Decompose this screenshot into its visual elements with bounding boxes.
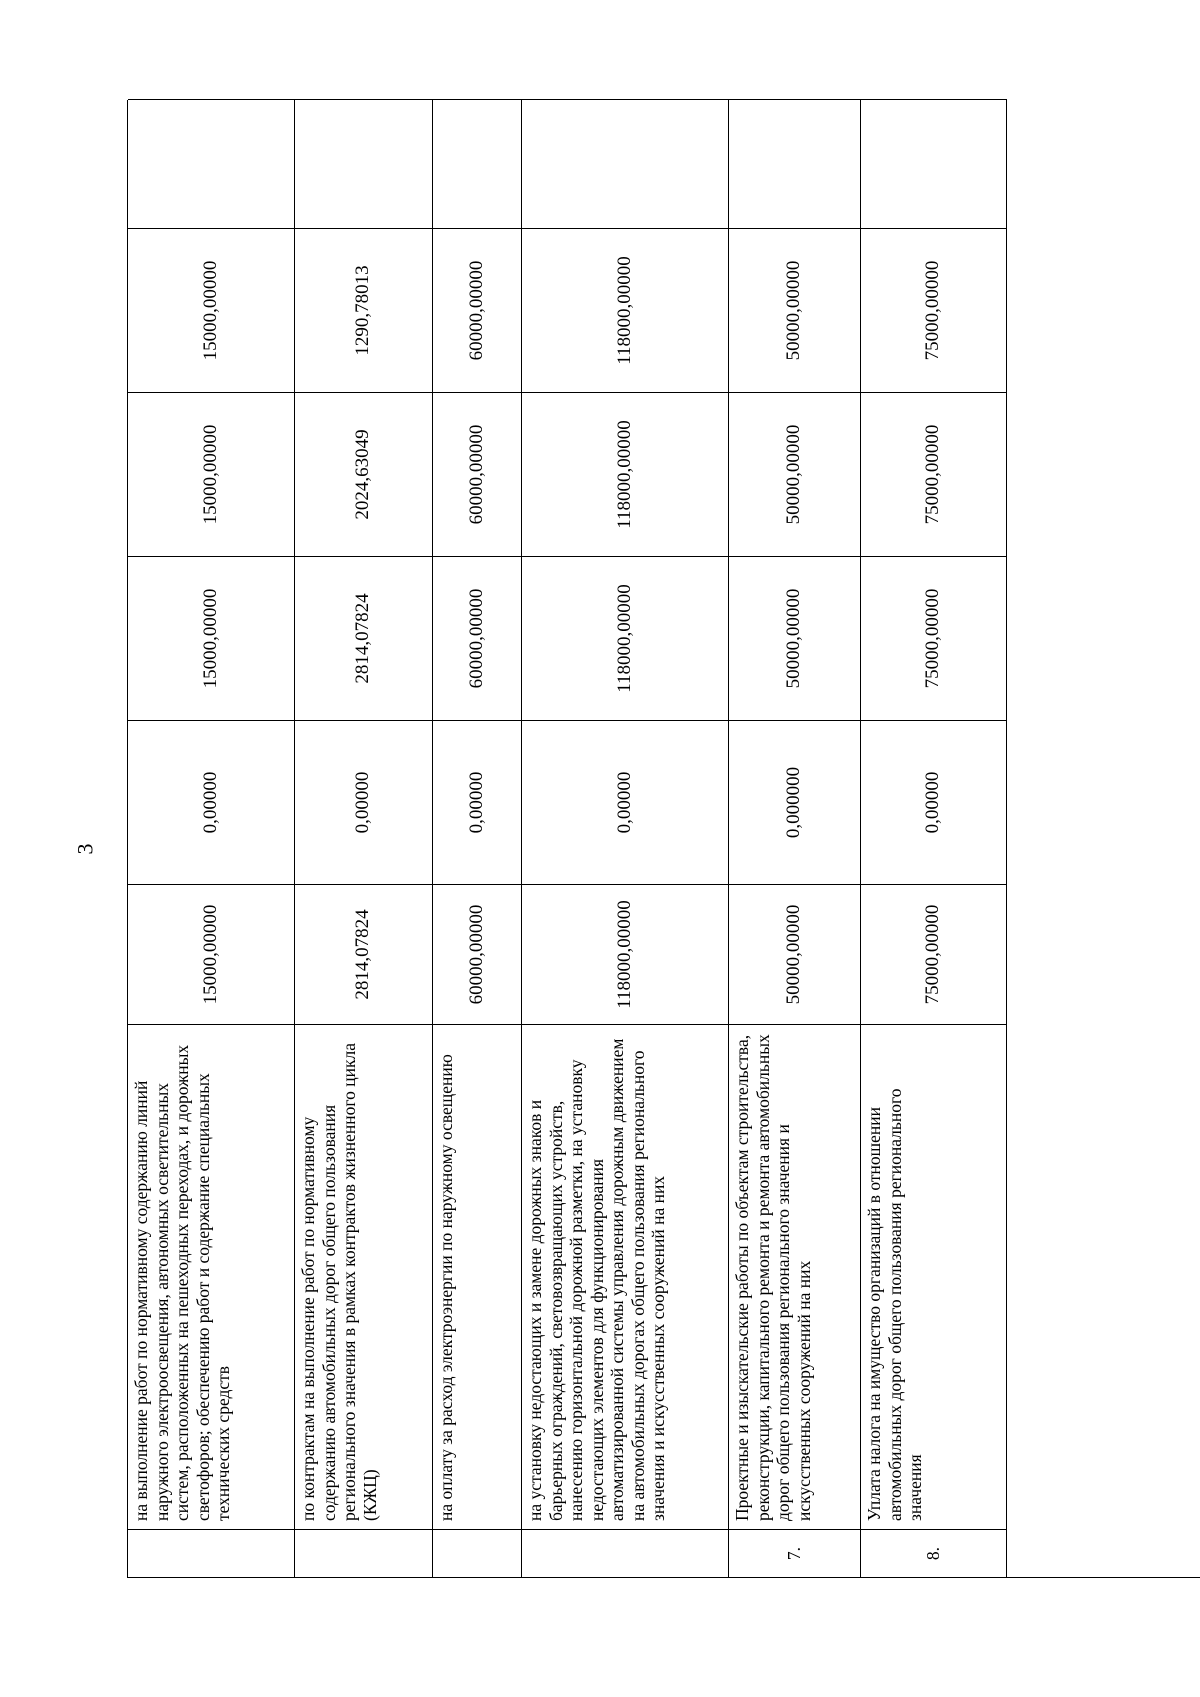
value-cell: 1290,78013	[295, 228, 433, 392]
page-number: 3	[72, 843, 98, 855]
value-cell: 0,00000	[128, 720, 295, 884]
row-number	[433, 1529, 522, 1577]
empty-cell	[729, 99, 861, 228]
value-cell: 60000,00000	[433, 228, 522, 392]
value-cell: 75000,00000	[861, 556, 1007, 720]
value-cell: 118000,00000	[522, 228, 729, 392]
value-cell: 15000,00000	[128, 556, 295, 720]
value-cell: 118000,00000	[522, 392, 729, 556]
value-cell: 0,00000	[295, 720, 433, 884]
row-description: на установку недостающих и замене дорожных знаков и барьерных ограждений, световозвращающих устройств, нанесению горизонтальной дорожной разметки, на установку недостающих элементов для функционирования автоматизированной системы управления дорожным движением на автомобильных дорогах общего пользования регионального значения и искусственных сооружений на них	[522, 1024, 729, 1529]
row-number	[128, 1529, 295, 1577]
value-cell: 0,00000	[433, 720, 522, 884]
value-cell: 0,00000	[522, 720, 729, 884]
empty-cell	[433, 99, 522, 228]
value-cell: 118000,00000	[522, 884, 729, 1024]
row-description: Уплата налога на имущество организаций в отношении автомобильных дорог общего пользования регионального значения	[861, 1024, 1007, 1529]
row-number: 8.	[861, 1529, 1007, 1577]
empty-cell	[522, 99, 729, 228]
row-description: Проектные и изыскательские работы по объектам строительства, реконструкции, капитального ремонта и ремонта автомобильных дорог общего пользования регионального значения и искусственных сооружений на них	[729, 1024, 861, 1529]
value-cell: 50000,00000	[729, 228, 861, 392]
value-cell: 50000,00000	[729, 884, 861, 1024]
value-cell: 50000,00000	[729, 556, 861, 720]
value-cell: 2814,07824	[295, 556, 433, 720]
budget-table	[127, 100, 1200, 1578]
row-number: 7.	[729, 1529, 861, 1577]
value-cell: 60000,00000	[433, 556, 522, 720]
row-number	[522, 1529, 729, 1577]
value-cell: 2814,07824	[295, 884, 433, 1024]
value-cell: 0,000000	[729, 720, 861, 884]
value-cell: 0,00000	[861, 720, 1007, 884]
empty-cell	[861, 99, 1007, 228]
row-description: на оплату за расход электроэнергии по наружному освещению	[433, 1024, 522, 1529]
value-cell: 15000,00000	[128, 392, 295, 556]
row-description: на выполнение работ по нормативному содержанию линий наружного электроосвещения, автономных осветительных систем, расположенных на пешеходных переходах, и дорожных светофоров; обеспечению работ и содержание специальных технических средств	[128, 1024, 295, 1529]
value-cell: 75000,00000	[861, 884, 1007, 1024]
value-cell: 2024,63049	[295, 392, 433, 556]
empty-cell	[128, 99, 295, 228]
value-cell: 60000,00000	[433, 884, 522, 1024]
row-number	[295, 1529, 433, 1577]
value-cell: 75000,00000	[861, 392, 1007, 556]
value-cell: 15000,00000	[128, 228, 295, 392]
value-cell: 50000,00000	[729, 392, 861, 556]
value-cell: 15000,00000	[128, 884, 295, 1024]
empty-cell	[295, 99, 433, 228]
value-cell: 118000,00000	[522, 556, 729, 720]
row-description: по контрактам на выполнение работ по нормативному содержанию автомобильных дорог общего пользования регионального значения в рамках контрактов жизненного цикла (КЖЦ)	[295, 1024, 433, 1529]
value-cell: 75000,00000	[861, 228, 1007, 392]
value-cell: 60000,00000	[433, 392, 522, 556]
